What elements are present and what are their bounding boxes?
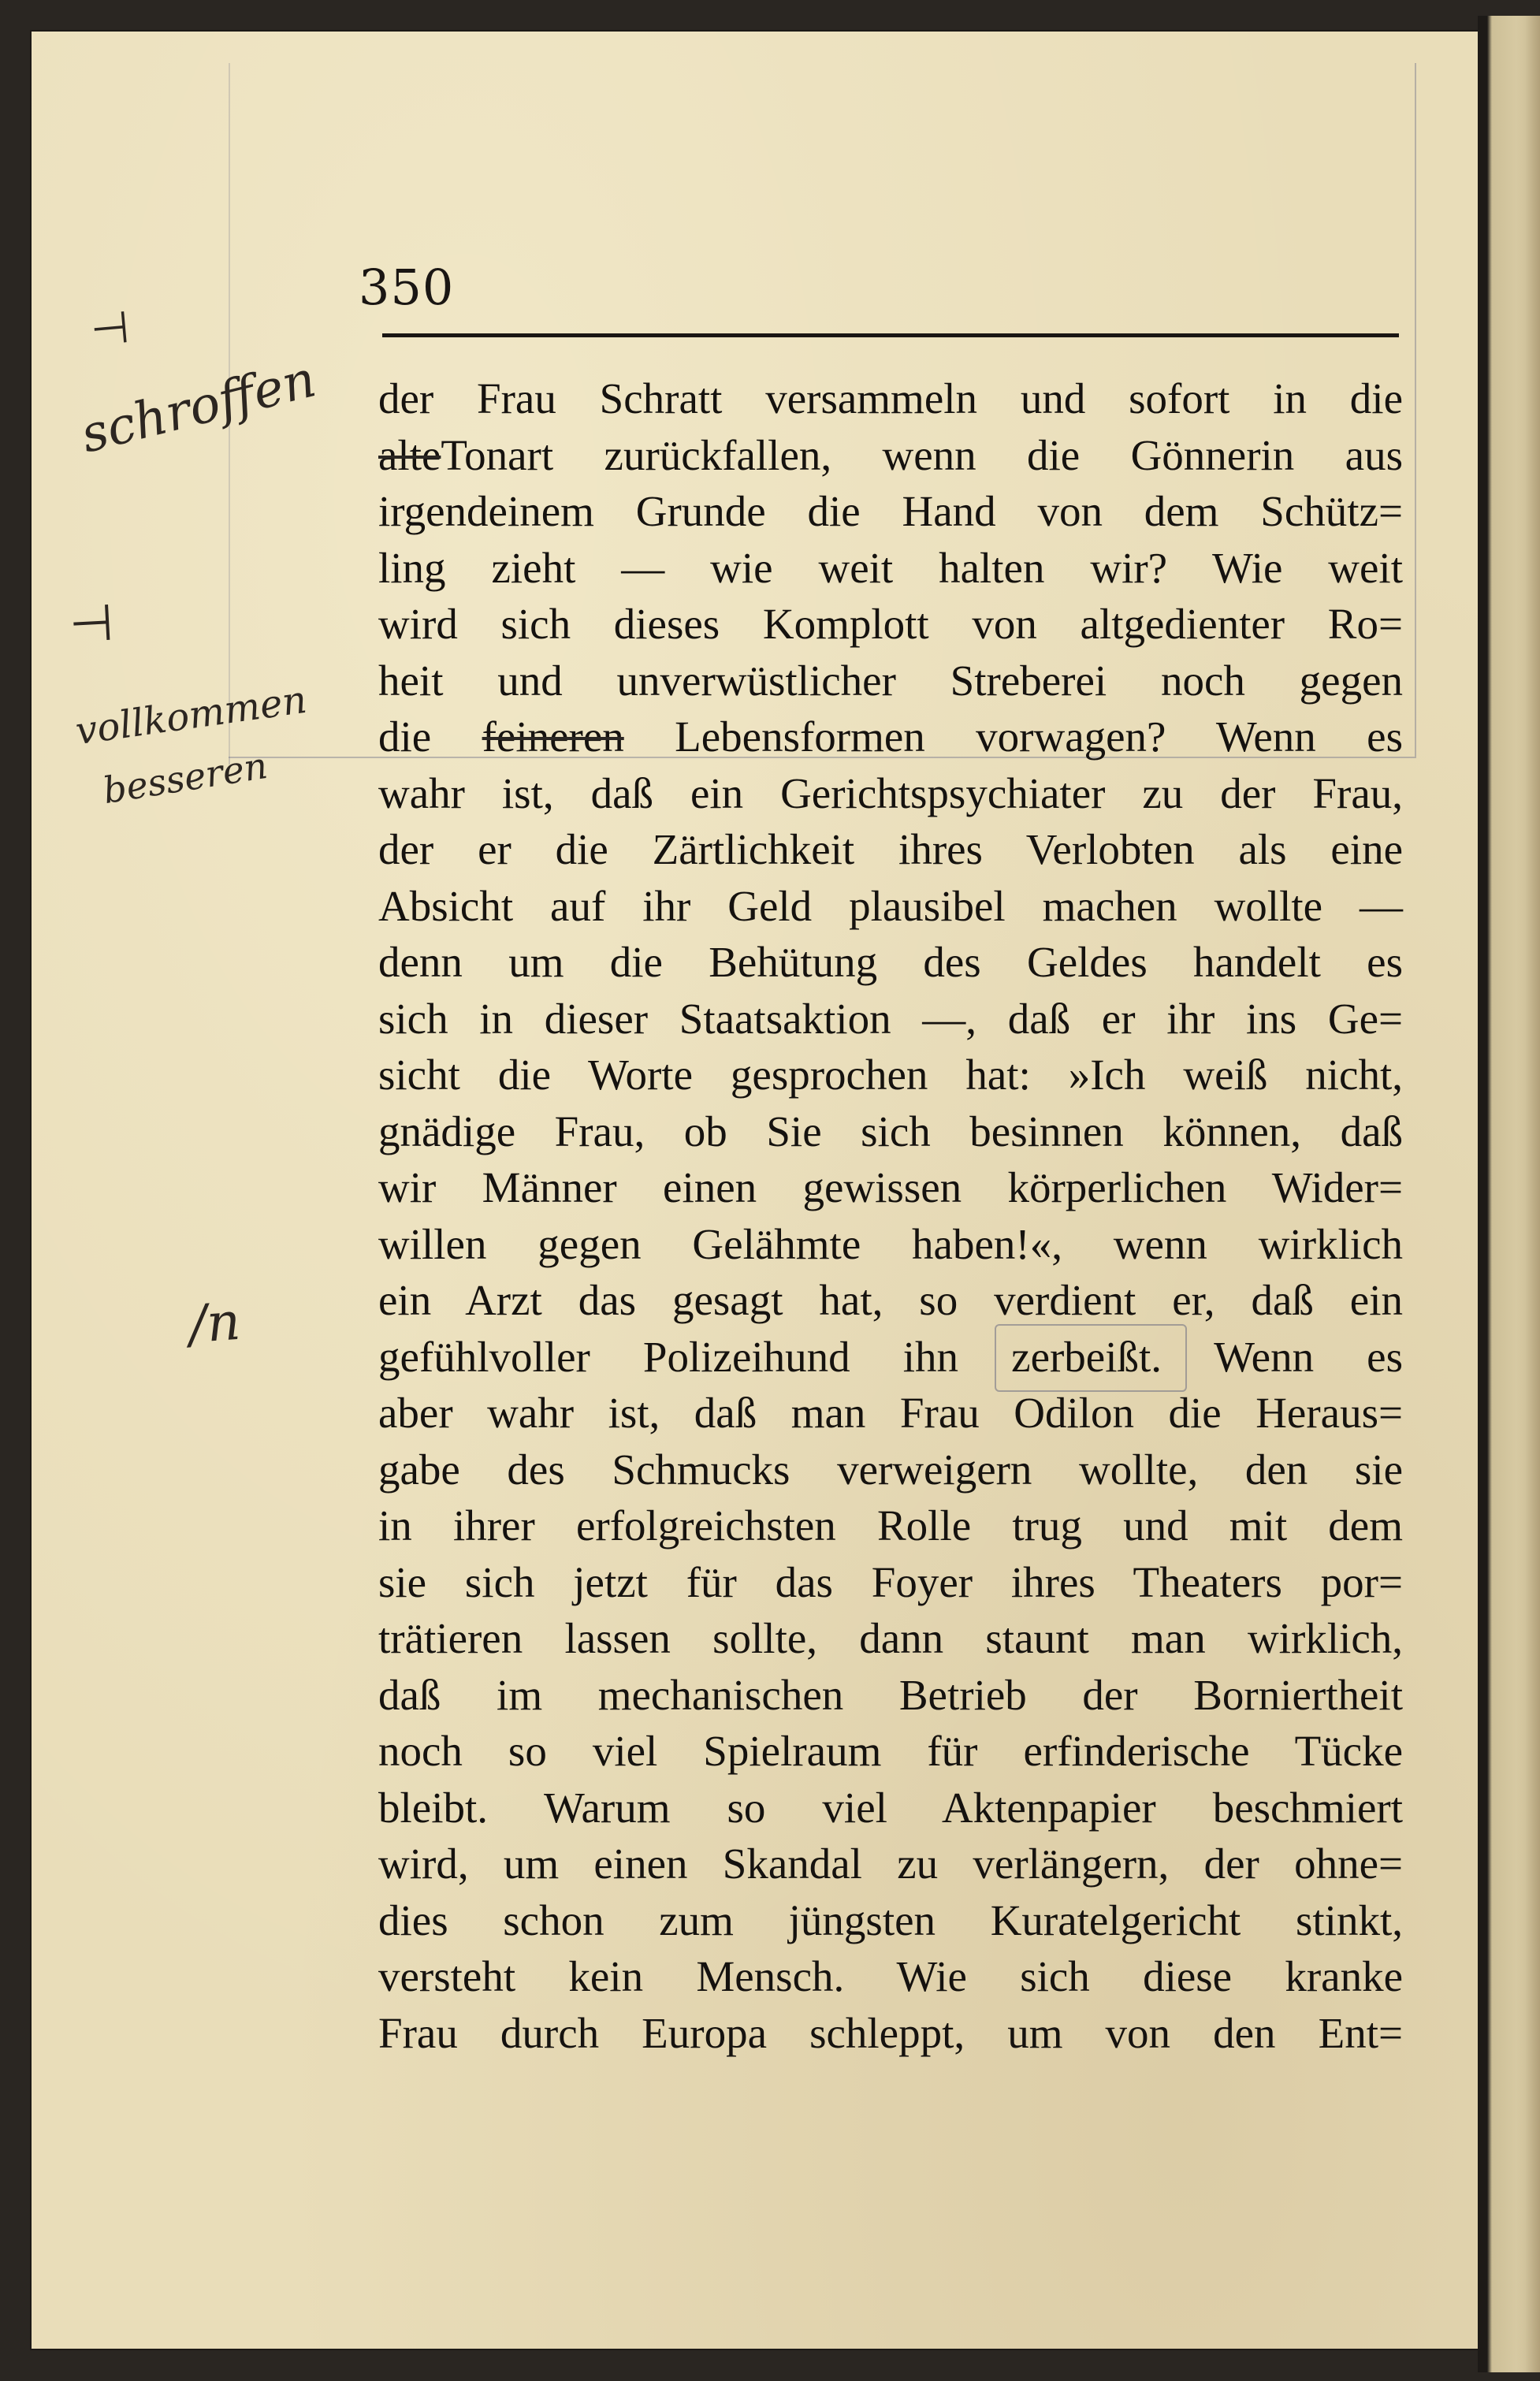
text-line: irgendeinem Grunde die Hand von dem Schütz= [378, 487, 1403, 535]
text-line: wir Männer einen gewissen körperlichen Wider= [378, 1163, 1403, 1211]
text-line: der er die Zärtlichkeit ihres Verlobten als eine [378, 825, 1403, 873]
margin-note-n: /n [187, 1290, 243, 1356]
text-line: sicht die Worte gesprochen hat: »Ich weiß nicht, [378, 1051, 1403, 1099]
text-line: Frau durch Europa schleppt, um von den Ent= [378, 2008, 1403, 2057]
text-line: sich in dieser Staatsaktion —, daß er ihr ins Ge= [378, 994, 1403, 1043]
margin-note-vollkommen: vollkommen [73, 677, 310, 754]
text-line: ling zieht — wie weit halten wir? Wie weit [378, 543, 1403, 592]
struck-word-feineren: feineren [482, 712, 624, 761]
text-line: ein Arzt das gesagt hat, so verdient er, daß ein [378, 1276, 1403, 1324]
text-line: trätieren lassen sollte, dann staunt man wirklich, [378, 1614, 1403, 1662]
text-line: gnädige Frau, ob Sie sich besinnen können, daß [378, 1107, 1403, 1155]
text-line: gabe des Schmucks verweigern wollte, den sie [378, 1445, 1403, 1494]
text-line: denn um die Behütung des Geldes handelt es [378, 938, 1403, 986]
margin-note-besseren: besseren [100, 743, 270, 813]
correction-mark-1: ⊣ [88, 301, 132, 357]
text-line: aber wahr ist, daß man Frau Odilon die Heraus= [378, 1389, 1403, 1437]
text-line: willen gegen Gelähmte haben!«, wenn wirklich [378, 1219, 1403, 1268]
text-line: die feineren Lebensformen vorwagen? Wenn es [378, 712, 1403, 761]
body-text [378, 370, 1403, 2061]
page-number: 350 [359, 259, 455, 316]
text-line: noch so viel Spielraum für erfinderische Tücke [378, 1727, 1403, 1775]
book-page [32, 32, 1478, 2349]
text-line: wahr ist, daß ein Gerichtspsychiater zu der Frau, [378, 768, 1403, 817]
text-line: in ihrer erfolgreichsten Rolle trug und mit dem [378, 1501, 1403, 1550]
text-line: der Frau Schratt versammeln und sofort in die [378, 374, 1403, 422]
text-line: wird sich dieses Komplott von altgedienter Ro= [378, 600, 1403, 648]
text-line: wird, um einen Skandal zu verlängern, der ohne= [378, 1840, 1403, 1888]
text-line: Absicht auf ihr Geld plausibel machen wollte — [378, 881, 1403, 930]
header-rule [382, 333, 1399, 337]
text-line: sie sich jetzt für das Foyer ihres Theaters por= [378, 1557, 1403, 1606]
text-line: bleibt. Warum so viel Aktenpapier beschmiert [378, 1783, 1403, 1832]
struck-word-alte: alte [378, 430, 441, 479]
adjacent-page-edge [1478, 16, 1540, 2372]
text-line: versteht kein Mensch. Wie sich diese kranke [378, 1952, 1403, 2000]
page-edge-shadow [1516, 16, 1540, 2372]
text-line: gefühlvoller Polizeihund ihn zerbeißt. Wenn es [378, 1332, 1403, 1381]
text-line: daß im mechanischen Betrieb der Borniertheit [378, 1670, 1403, 1719]
correction-mark-2: ⊣ [68, 593, 115, 655]
text-line: heit und unverwüstlicher Streberei noch gegen [378, 656, 1403, 705]
text-line: alteTonart zurückfallen, wenn die Gönnerin aus [378, 430, 1403, 479]
margin-note-schroffen: schroffen [75, 350, 322, 465]
text-line: dies schon zum jüngsten Kuratelgericht stinkt, [378, 1895, 1403, 1944]
